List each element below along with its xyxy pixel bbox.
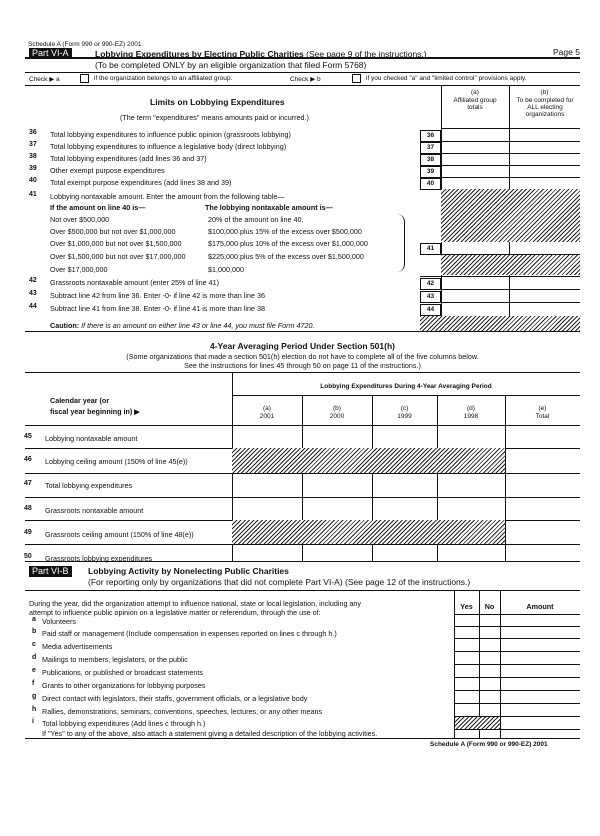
line-43-text: Subtract line 42 from line 36. Enter -0- if line 42 is more than line 36 bbox=[50, 291, 265, 300]
line-38-text: Total lobbying expenditures (add lines 36 and 37) bbox=[50, 154, 207, 163]
caution bbox=[50, 321, 314, 330]
table-row-right: $175,000 plus 10% of the excess over $1,000,000 bbox=[208, 239, 368, 248]
rule bbox=[25, 738, 580, 739]
line-50-text: Grassroots lobbying expenditures bbox=[45, 554, 153, 563]
line-42-text: Grassroots nontaxable amount (enter 25% of line 41) bbox=[50, 278, 220, 287]
rule bbox=[420, 276, 580, 277]
rule bbox=[25, 372, 580, 373]
rule bbox=[441, 128, 580, 129]
item-b-letter: b bbox=[32, 628, 37, 635]
table-row-left: Over $1,500,000 but not over $17,000,000 bbox=[50, 252, 186, 261]
rule bbox=[25, 497, 580, 498]
check-a-prefix: Check ▶ a bbox=[29, 76, 60, 83]
line-46-text: Lobbying ceiling amount (150% of line 45(e)) bbox=[45, 457, 188, 466]
vib-intro-2: attempt to influence public opinion on a legislative matter or referendum, through the use of: bbox=[29, 608, 321, 617]
rule bbox=[232, 395, 580, 396]
line-44-text: Subtract line 41 from line 38. Enter -0- if line 41 is more than line 38 bbox=[50, 304, 265, 313]
item-d-letter: d bbox=[32, 654, 37, 661]
rule bbox=[25, 72, 580, 73]
checkbox-b[interactable] bbox=[352, 74, 361, 83]
row-head-2: fiscal year beginning in) ▶ bbox=[50, 407, 140, 416]
line-46-num: 46 bbox=[24, 456, 32, 463]
line-36-box: 36 bbox=[420, 130, 441, 142]
part-via-title: Lobbying Expenditures by Electing Public Charities bbox=[95, 49, 304, 59]
rule bbox=[454, 677, 580, 678]
part-via-subtitle: (To be completed ONLY by an eligible organization that filed Form 5768) bbox=[95, 60, 367, 70]
table-right-head: The lobbying nontaxable amount is— bbox=[205, 203, 333, 212]
item-f-letter: f bbox=[32, 680, 35, 687]
col-letter: (a) bbox=[263, 405, 271, 412]
item-h-text: Rallies, demonstrations, seminars, conventions, speeches, lectures, or any other means bbox=[42, 707, 323, 716]
rule bbox=[25, 561, 580, 562]
item-e-text: Publications, or published or broadcast statements bbox=[42, 668, 204, 677]
item-f-text: Grants to other organizations for lobbying purposes bbox=[42, 681, 206, 690]
line-50-num: 50 bbox=[24, 553, 32, 560]
hatch-item-i bbox=[455, 717, 500, 729]
line-39-box: 39 bbox=[420, 166, 441, 178]
part-via-title-line bbox=[95, 49, 427, 59]
line-36-num: 36 bbox=[29, 129, 37, 136]
table-row-left: Over $17,000,000 bbox=[50, 265, 108, 274]
rule bbox=[454, 614, 580, 615]
line-43-num: 43 bbox=[29, 290, 37, 297]
checkbox-a[interactable] bbox=[80, 74, 89, 83]
rule bbox=[25, 473, 580, 474]
part-vib-title: Lobbying Activity by Nonelecting Public Charities bbox=[88, 566, 289, 576]
table-row-right: $100,000 plus 15% of the excess over $500,000 bbox=[208, 227, 362, 236]
rule bbox=[25, 331, 580, 332]
page-number: Page 5 bbox=[553, 47, 580, 57]
hatch-41-lower bbox=[441, 255, 580, 275]
line-41-num: 41 bbox=[29, 191, 37, 198]
col-year: 1999 bbox=[397, 413, 412, 420]
line-41-box: 41 bbox=[420, 243, 441, 255]
item-g-letter: g bbox=[32, 693, 37, 700]
item-c-letter: c bbox=[32, 641, 36, 648]
line-42-box: 42 bbox=[420, 278, 441, 290]
table-row-right: 20% of the amount on line 40. bbox=[208, 215, 304, 224]
line-43-box: 43 bbox=[420, 291, 441, 303]
col-a-head: (a) bbox=[471, 89, 479, 96]
col-letter: (c) bbox=[400, 405, 409, 412]
caution-label: Caution: bbox=[50, 321, 80, 330]
averaging-table-title: Lobbying Expenditures During 4-Year Averaging Period bbox=[320, 383, 492, 390]
line-40-num: 40 bbox=[29, 177, 37, 184]
rule bbox=[454, 703, 580, 704]
line-48-num: 48 bbox=[24, 505, 32, 512]
line-45-num: 45 bbox=[24, 433, 32, 440]
rule bbox=[420, 289, 580, 290]
part-vib-label: Part VI-B bbox=[29, 566, 72, 577]
table-row-right: $1,000,000 bbox=[208, 265, 244, 274]
averaging-note-2: See the instructions for lines 45 through 50 on page 11 of the instructions.) bbox=[184, 361, 421, 370]
limits-note: (The term "expenditures" means amounts paid or incurred.) bbox=[120, 113, 309, 122]
rule bbox=[25, 544, 580, 545]
col-year: 1998 bbox=[463, 413, 479, 420]
col-amount: Amount bbox=[526, 602, 554, 611]
line-39-text: Other exempt purpose expenditures bbox=[50, 166, 165, 175]
table-row-left: Not over $500,000 bbox=[50, 215, 110, 224]
table-row-right: $225,000 plus 5% of the excess over $1,500,000 bbox=[208, 252, 364, 261]
part-via-label: Part VI-A bbox=[29, 48, 72, 59]
caution-text: If there is an amount on either line 43 or line 44, you must file Form 4720. bbox=[81, 321, 315, 330]
line-47-num: 47 bbox=[24, 480, 32, 487]
hatch-caution bbox=[420, 316, 580, 331]
col-a-sub: Affiliated group totals bbox=[453, 97, 497, 111]
rule bbox=[25, 85, 580, 86]
line-42-num: 42 bbox=[29, 277, 37, 284]
line-40-box: 40 bbox=[420, 178, 441, 190]
line-48-text: Grassroots nontaxable amount bbox=[45, 506, 144, 515]
line-37-box: 37 bbox=[420, 142, 441, 154]
vib-footnote: If "Yes" to any of the above, also attach a statement giving a detailed description of the lobbying activities. bbox=[42, 729, 378, 738]
line-40-text: Total exempt purpose expenditures (add lines 38 and 39) bbox=[50, 178, 232, 187]
col-b-sub: To be completed for ALL electing organizations bbox=[516, 97, 574, 118]
table-row-left: Over $1,000,000 but not over $1,500,000 bbox=[50, 239, 182, 248]
rule bbox=[454, 729, 580, 730]
col-letter: (e) bbox=[538, 405, 547, 412]
rule bbox=[454, 651, 580, 652]
vib-intro-1: During the year, did the organization attempt to influence national, state or local legislation, including any bbox=[29, 599, 362, 608]
line-44-box: 44 bbox=[420, 304, 441, 316]
check-b-prefix: Check ▶ b bbox=[290, 76, 321, 83]
col-letter: (d) bbox=[467, 405, 475, 412]
line-44-num: 44 bbox=[29, 303, 37, 310]
hatch-41-upper bbox=[441, 189, 580, 242]
footer-schedule-ref: Schedule A (Form 990 or 990-EZ) 2001 bbox=[430, 741, 548, 748]
item-a-letter: a bbox=[32, 616, 36, 623]
rule bbox=[420, 302, 580, 303]
item-e-letter: e bbox=[32, 667, 36, 674]
row-head-1: Calendar year (or bbox=[50, 396, 110, 405]
part-vib-subtitle: (For reporting only by organizations that did not complete Part VI-A) (See page 12 of the instructions.) bbox=[88, 577, 471, 587]
table-brace bbox=[396, 214, 405, 272]
limits-heading: Limits on Lobbying Expenditures bbox=[150, 97, 285, 107]
line-49-text: Grassroots ceiling amount (150% of line 48(e)) bbox=[45, 530, 194, 539]
averaging-note-1: (Some organizations that made a section 501(h) election do not have to complete all of the five columns below. bbox=[126, 352, 479, 361]
part-via-see-page: (See page 9 of the instructions.) bbox=[306, 49, 427, 59]
line-47-text: Total lobbying expenditures bbox=[45, 481, 133, 490]
line-37-num: 37 bbox=[29, 141, 37, 148]
col-year: Total bbox=[535, 413, 550, 420]
rule bbox=[454, 690, 580, 691]
check-a-text: if the organization belongs to an affiliated group. bbox=[94, 75, 233, 82]
item-b-text: Paid staff or management (Include compensation in expenses reported on lines c through h.) bbox=[42, 629, 337, 638]
item-g-text: Direct contact with legislators, their staffs, government officials, or a legislative body bbox=[42, 694, 308, 703]
line-39-num: 39 bbox=[29, 165, 37, 172]
rule bbox=[454, 626, 580, 627]
check-b-text: if you checked "a" and "limited control" provisions apply. bbox=[366, 75, 527, 82]
col-no: No bbox=[484, 602, 495, 611]
col-year: 2000 bbox=[329, 413, 345, 420]
line-36-text: Total lobbying expenditures to influence public opinion (grassroots lobbying) bbox=[50, 130, 291, 139]
rule bbox=[420, 153, 580, 154]
rule bbox=[454, 638, 580, 639]
rule bbox=[25, 590, 580, 591]
rule bbox=[420, 254, 580, 255]
rule bbox=[25, 425, 580, 426]
line-38-num: 38 bbox=[29, 153, 37, 160]
rule bbox=[420, 141, 580, 142]
line-49-num: 49 bbox=[24, 529, 32, 536]
col-letter: (b) bbox=[333, 405, 341, 412]
col-yes: Yes bbox=[460, 602, 473, 611]
line-41-text: Lobbying nontaxable amount. Enter the amount from the following table— bbox=[50, 192, 285, 201]
item-i-text: Total lobbying expenditures (Add lines c through h.) bbox=[42, 719, 206, 728]
schedule-reference: Schedule A (Form 990 or 990-EZ) 2001 bbox=[28, 41, 142, 48]
rule bbox=[420, 177, 580, 178]
item-d-text: Mailings to members, legislators, or the public bbox=[42, 655, 188, 664]
table-left-head: If the amount on line 40 is— bbox=[50, 203, 146, 212]
col-year: 2001 bbox=[259, 413, 275, 420]
hatch-46 bbox=[232, 448, 505, 473]
col-b-head: (b) bbox=[540, 89, 549, 96]
rule bbox=[454, 664, 580, 665]
table-row-left: Over $500,000 but not over $1,000,000 bbox=[50, 227, 176, 236]
item-i-letter: i bbox=[32, 718, 34, 725]
averaging-title: 4-Year Averaging Period Under Section 501(h) bbox=[209, 341, 395, 351]
item-h-letter: h bbox=[32, 706, 37, 713]
line-45-text: Lobbying nontaxable amount bbox=[45, 434, 138, 443]
item-c-text: Media advertisements bbox=[42, 642, 113, 651]
hatch-49 bbox=[232, 520, 505, 544]
line-37-text: Total lobbying expenditures to influence a legislative body (direct lobbying) bbox=[50, 142, 287, 151]
rule bbox=[420, 165, 580, 166]
item-a-text: Volunteers bbox=[42, 617, 76, 626]
line-38-box: 38 bbox=[420, 154, 441, 166]
